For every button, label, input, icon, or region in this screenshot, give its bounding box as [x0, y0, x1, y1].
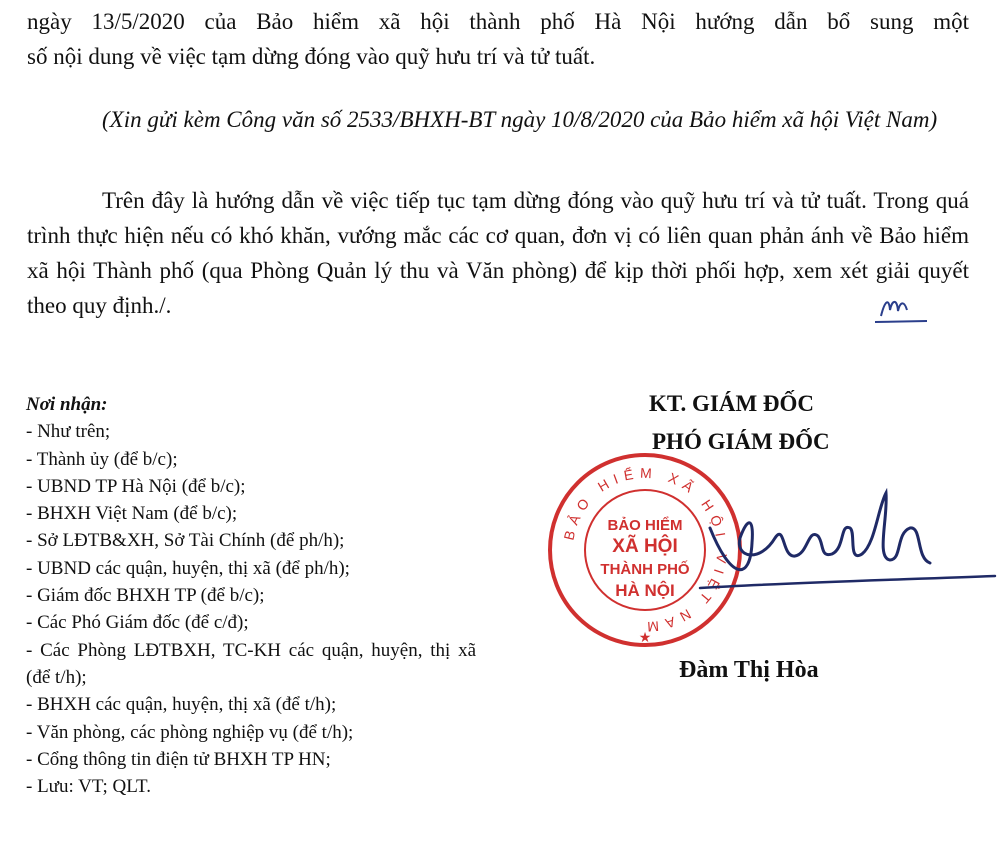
- recipient-item: - Sở LĐTB&XH, Sở Tài Chính (để ph/h);: [26, 530, 345, 552]
- stamp-center-line1: BẢO HIỂM: [607, 517, 683, 534]
- stamp-center-line3: THÀNH PHỐ: [600, 561, 690, 578]
- recipient-item: - UBND các quận, huyện, thị xã (để ph/h);: [26, 557, 350, 579]
- attachment-note-text: (Xin gửi kèm Công văn số 2533/BHXH-BT ngày 10/8/2020 của Bảo hiểm xã hội Việt Nam): [102, 107, 938, 132]
- recipient-item: - Như trên;: [26, 421, 111, 443]
- paragraph-reference-line2: số nội dung về việc tạm dừng đóng vào quỹ hưu trí và tử tuất.: [27, 44, 596, 69]
- stamp-center-line2: XÃ HỘI: [612, 536, 678, 557]
- signer-role-line2: PHÓ GIÁM ĐỐC: [652, 429, 830, 454]
- recipient-item: - Các Phó Giám đốc (để c/đ);: [26, 612, 249, 634]
- recipient-item: - BHXH các quận, huyện, thị xã (để t/h);: [26, 694, 337, 716]
- signer-name: Đàm Thị Hòa: [679, 657, 819, 683]
- recipients-heading: Nơi nhận:: [26, 394, 108, 415]
- recipient-item: - BHXH Việt Nam (để b/c);: [26, 503, 238, 525]
- signer-role-line1: KT. GIÁM ĐỐC: [649, 391, 815, 416]
- recipient-item: - UBND TP Hà Nội (để b/c);: [26, 475, 246, 497]
- stamp-center-line4: HÀ NỘI: [615, 581, 675, 600]
- stamp-ring-text: BẢO HIỂM XÃ HỘI VIỆT NAM: [560, 464, 731, 636]
- recipient-item: - Giám đốc BHXH TP (để b/c);: [26, 585, 265, 607]
- closing-paragraph-text: Trên đây là hướng dẫn về việc tiếp tục tạm dừng đóng vào quỹ hưu trí và tử tuất. Trong quá trình thực hiện nếu có khó khăn, vướng mắc các cơ quan, đơn vị có liên quan phản ánh về Bảo hiểm xã hội Thành phố (qua Phòng Quản lý thu và Văn phòng) để kịp thời phối hợp, xem xét giải quyết theo quy định./.: [27, 188, 969, 318]
- stamp-star-icon: ★: [638, 631, 652, 646]
- recipient-item: - Cổng thông tin điện tử BHXH TP HN;: [26, 748, 331, 770]
- closing-paragraph: [27, 183, 969, 323]
- attachment-note: [27, 102, 969, 137]
- handwritten-signature: [690, 488, 997, 598]
- paragraph-reference-line1: ngày 13/5/2020 của Bảo hiểm xã hội thành phố Hà Nội hướng dẫn bổ sung một: [27, 9, 969, 34]
- recipient-item: - Các Phòng LĐTBXH, TC-KH các quận, huyện, thị xã (để t/h);: [26, 639, 476, 688]
- recipient-item: - Lưu: VT; QLT.: [26, 776, 152, 798]
- initials-mark: [873, 294, 931, 328]
- recipients-block: [26, 391, 476, 800]
- paragraph-reference: [27, 4, 969, 74]
- recipient-item: - Thành ủy (để b/c);: [26, 448, 178, 470]
- recipient-item: - Văn phòng, các phòng nghiệp vụ (để t/h);: [26, 721, 354, 743]
- recipients-list: [26, 418, 476, 800]
